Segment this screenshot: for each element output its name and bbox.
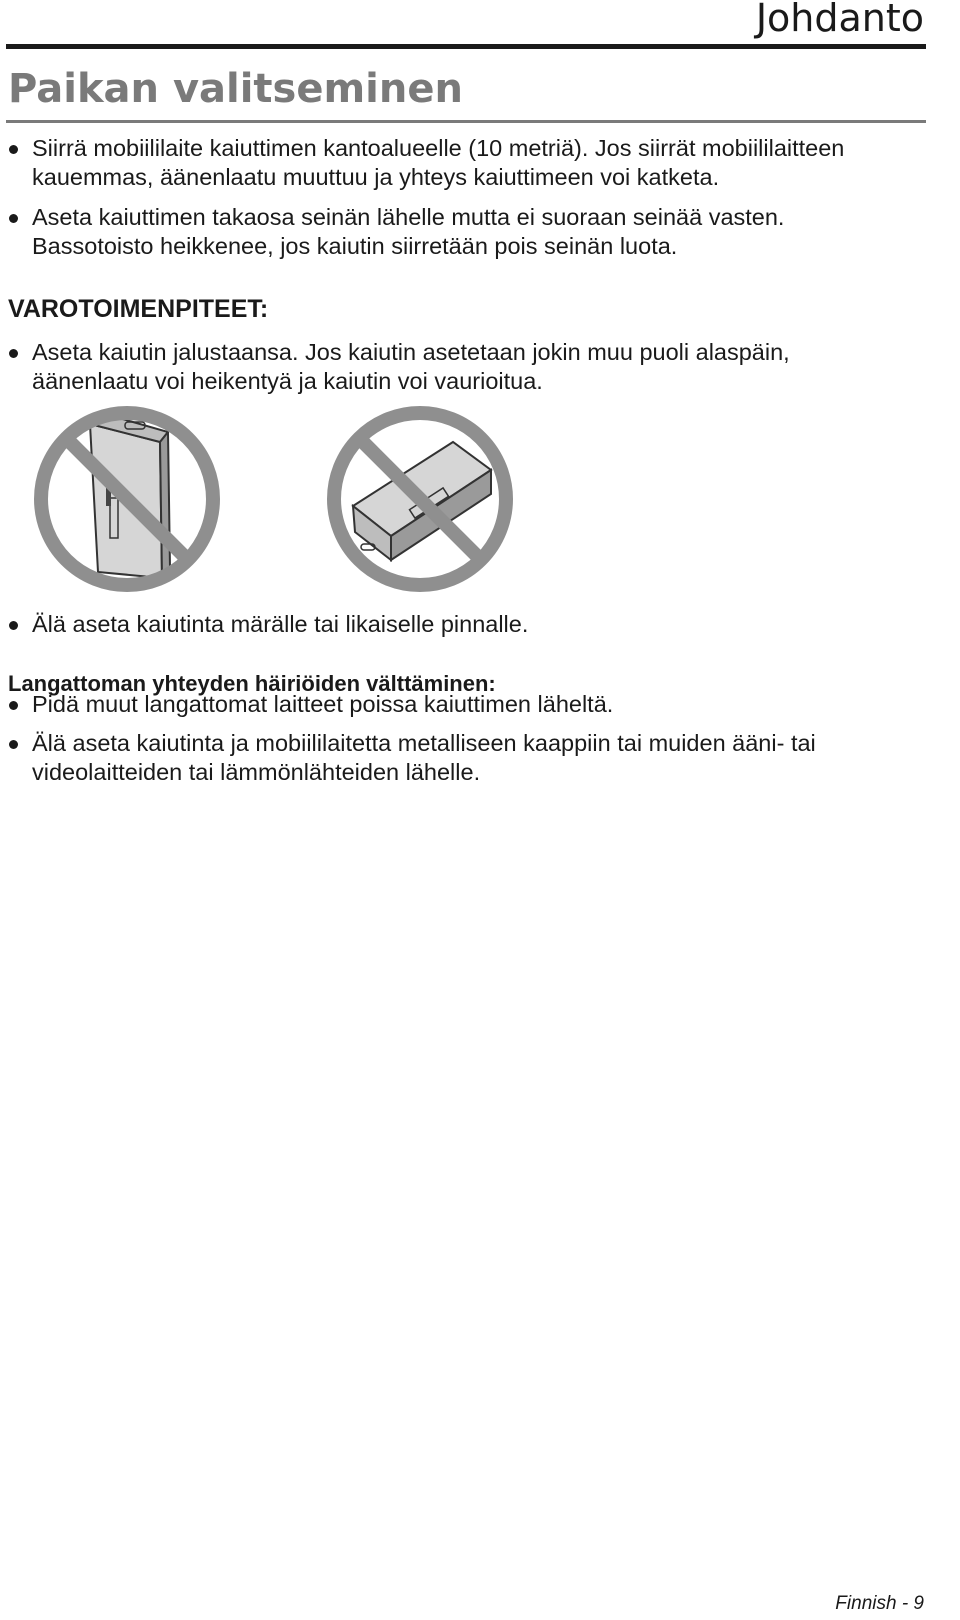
- bullet-dot: [9, 701, 18, 710]
- bullet-dot: [9, 621, 18, 630]
- bullet-dot: [9, 740, 18, 749]
- intro-bullet-list: [8, 134, 908, 261]
- prohibited-speaker-tilted-figure: [323, 402, 517, 596]
- page-title: Paikan valitseminen: [8, 66, 463, 112]
- list-item: Siirrä mobiililaite kaiuttimen kantoalueelle (10 metriä). Jos siirrät mobiililaitteen kauemmas, äänenlaatu muuttuu ja yhteys kaiuttimeen voi katketa.: [8, 134, 908, 192]
- list-item: Älä aseta kaiutinta märälle tai likaiselle pinnalle.: [8, 610, 908, 639]
- interference-bullet-list: [8, 690, 908, 787]
- page-number: Finnish - 9: [835, 1593, 924, 1614]
- list-item: Älä aseta kaiutinta ja mobiililaitetta metalliseen kaappiin tai muiden ääni- tai videolaitteiden tai lämmönlähteiden lähelle.: [8, 729, 908, 787]
- cautions-heading: VAROTOIMENPITEET:: [8, 295, 269, 323]
- header-rule: [6, 44, 926, 49]
- interference-heading: Langattoman yhteyden häiriöiden välttäminen:: [8, 671, 496, 696]
- bullet-dot: [9, 349, 18, 358]
- list-item: Aseta kaiuttimen takaosa seinän lähelle mutta ei suoraan seinää vasten. Bassotoisto heikkenee, jos kaiutin siirretään pois seinän luota.: [8, 203, 908, 261]
- title-rule: [6, 120, 926, 123]
- bullet-dot: [9, 214, 18, 223]
- caution-bullet-list: [8, 338, 908, 396]
- list-item: Aseta kaiutin jalustaansa. Jos kaiutin asetetaan jokin muu puoli alaspäin, äänenlaatu voi heikentyä ja kaiutin voi vaurioitua.: [8, 338, 908, 396]
- prohibited-speaker-upright-figure: [30, 402, 224, 596]
- chapter-title: Johdanto: [755, 0, 924, 40]
- surface-bullet-list: [8, 610, 908, 639]
- list-item: Pidä muut langattomat laitteet poissa kaiuttimen läheltä.: [8, 690, 908, 719]
- bullet-dot: [9, 145, 18, 154]
